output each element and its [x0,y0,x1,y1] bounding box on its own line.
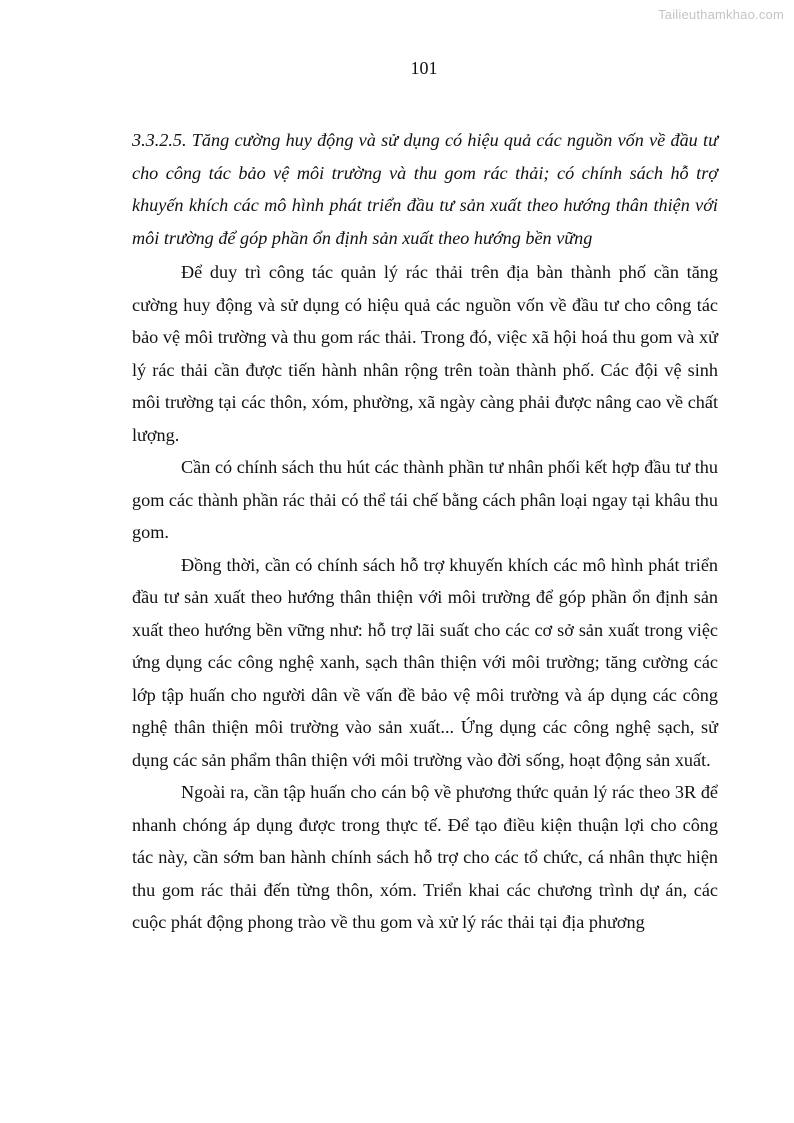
paragraph: Ngoài ra, cần tập huấn cho cán bộ về phương thức quản lý rác theo 3R để nhanh chóng áp dụng được trong thực tế. Để tạo điều kiện thuận lợi cho công tác này, cần sớm ban hành chính sách hỗ trợ cho các tổ chức, cá nhân thực hiện thu gom rác thải đến từng thôn, xóm. Triển khai các chương trình dự án, các cuộc phát động phong trào về thu gom và xử lý rác thải tại địa phương [132,782,718,932]
page-number: 101 [410,58,438,78]
paragraph: Đồng thời, cần có chính sách hỗ trợ khuyến khích các mô hình phát triển đầu tư sản xuất theo hướng thân thiện với môi trường để góp phần ổn định sản xuất theo hướng bền vững như: hỗ trợ lãi suất cho các cơ sở sản xuất trong việc ứng dụng các công nghệ xanh, sạch thân thiện với môi trường; tăng cường các lớp tập huấn cho người dân về vấn đề bảo vệ môi trường và áp dụng các công nghệ thân thiện môi trường vào sản xuất... Ứng dụng các công nghệ sạch, sử dụng các sản phẩm thân thiện với môi trường vào đời sống, hoạt động sản xuất. [132,554,718,770]
section-heading: 3.3.2.5. Tăng cường huy động và sử dụng có hiệu quả các nguồn vốn về đầu tư cho công tác bảo vệ môi trường và thu gom rác thải; có chính sách hỗ trợ khuyến khích các mô hình phát triển đầu tư sản xuất theo hướng thân thiện với môi trường để góp phần ổn định sản xuất theo hướng bền vững [132,130,718,248]
paragraph: Để duy trì công tác quản lý rác thải trên địa bàn thành phố cần tăng cường huy động và sử dụng có hiệu quả các nguồn vốn về đầu tư cho công tác bảo vệ môi trường và thu gom rác thải. Trong đó, việc xã hội hoá thu gom và xử lý rác thải cần được tiến hành nhân rộng trên toàn thành phố. Các đội vệ sinh môi trường tại các thôn, xóm, phường, xã ngày càng phải được nâng cao về chất lượng. [132,262,718,445]
watermark: Tailieuthamkhao.com [658,7,784,22]
document-body [132,124,718,939]
paragraph: Cần có chính sách thu hút các thành phần tư nhân phối kết hợp đầu tư thu gom các thành phần rác thải có thể tái chế bằng cách phân loại ngay tại khâu thu gom. [132,457,718,542]
